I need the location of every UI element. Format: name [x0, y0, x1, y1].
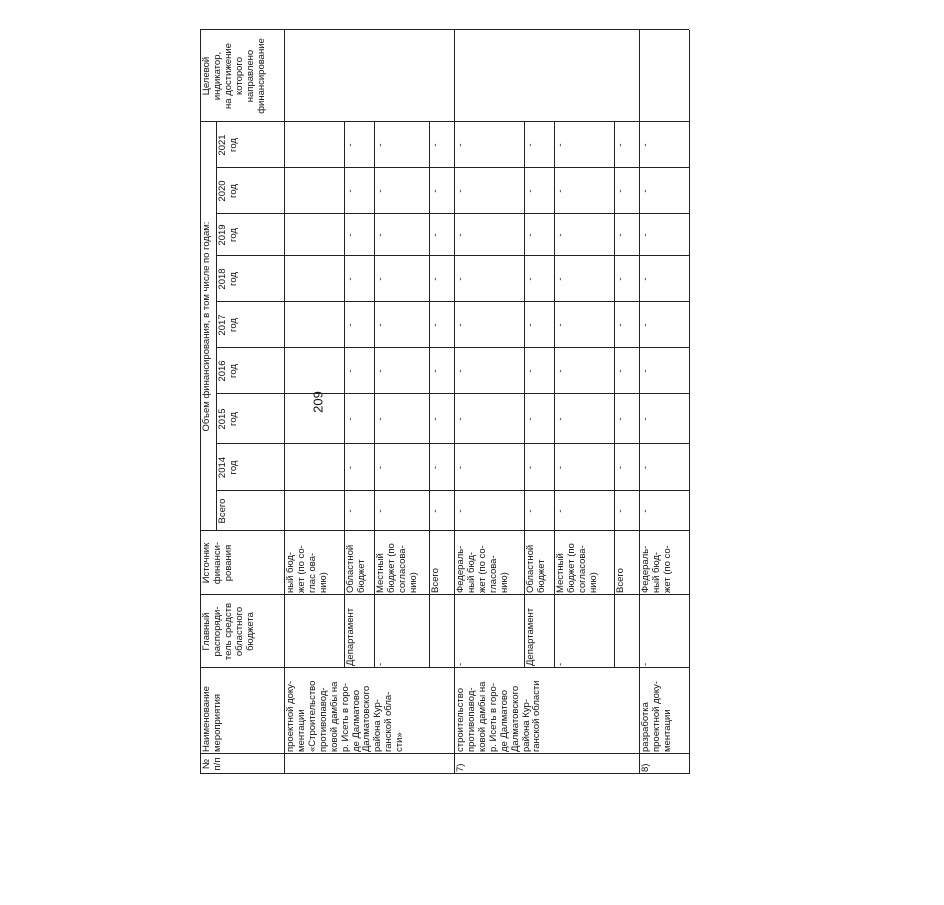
source-cell: Федераль- ный бюд- жет (по со-: [640, 545, 673, 593]
value-cell: -: [375, 417, 386, 421]
header-manager: Главный распоряди- тель средств областного бюджета: [201, 602, 256, 661]
value-cell: -: [375, 323, 386, 327]
value-cell: -: [430, 465, 441, 470]
manager-cell: Департамент: [345, 607, 356, 666]
header-year: 2017 год: [217, 314, 239, 336]
value-cell: -: [345, 233, 356, 237]
value-cell: -: [640, 369, 651, 373]
value-cell: [286, 396, 342, 442]
value-cell: -: [640, 509, 651, 513]
value-cell: [286, 216, 342, 254]
value-cell: [286, 493, 342, 529]
value-cell: -: [555, 277, 566, 281]
value-cell: -: [455, 233, 466, 237]
column-rule: [200, 530, 689, 531]
value-cell: -: [640, 323, 651, 327]
value-cell: -: [525, 465, 536, 470]
value-cell: -: [525, 189, 536, 193]
value-cell: -: [525, 143, 536, 147]
page-number: 209: [310, 391, 326, 413]
value-cell: -: [615, 465, 626, 470]
value-cell: -: [640, 277, 651, 281]
header-source: Источник финанси- рования: [201, 541, 234, 585]
header-year: 2016 год: [217, 360, 239, 382]
header-name: Наименование мероприятия: [201, 686, 223, 752]
value-cell: -: [455, 323, 466, 327]
measure-name: разработка проектной доку- ментации: [640, 680, 673, 752]
row-rule: [216, 122, 217, 531]
value-cell: -: [555, 189, 566, 193]
value-cell: -: [430, 417, 441, 421]
value-cell: -: [555, 509, 566, 513]
manager-cell: -: [455, 662, 466, 666]
manager-cell: [431, 597, 452, 666]
value-cell: -: [525, 233, 536, 237]
column-rule: [216, 213, 689, 214]
column-rule: [216, 167, 689, 168]
column-rule: [216, 255, 689, 256]
value-cell: -: [455, 465, 466, 470]
source-cell: Всего: [615, 568, 626, 593]
value-cell: -: [615, 417, 626, 421]
header-year: 2019 год: [217, 224, 239, 246]
value-cell: -: [430, 233, 441, 237]
value-cell: [286, 350, 342, 392]
column-rule: [216, 347, 689, 348]
value-cell: [286, 170, 342, 212]
value-cell: -: [375, 143, 386, 147]
value-cell: -: [430, 277, 441, 281]
row-number: 8): [640, 763, 651, 772]
financing-table: [200, 38, 944, 774]
value-cell: -: [615, 233, 626, 237]
header-volume: Объем финансирования, в том числе по годам:: [201, 221, 212, 432]
table-frame: [200, 30, 680, 774]
value-cell: -: [430, 323, 441, 327]
value-cell: -: [555, 465, 566, 470]
value-cell: -: [555, 323, 566, 327]
value-cell: -: [615, 189, 626, 193]
column-rule: [200, 29, 689, 30]
column-rule: [200, 753, 689, 754]
value-cell: -: [345, 323, 356, 327]
value-cell: [286, 446, 342, 489]
value-cell: -: [640, 465, 651, 470]
column-rule: [216, 301, 689, 302]
value-cell: -: [375, 369, 386, 373]
value-cell: -: [525, 323, 536, 327]
row-rule: [200, 30, 201, 774]
value-cell: -: [345, 369, 356, 373]
row-number: [286, 756, 452, 772]
manager-cell: [286, 597, 342, 666]
value-cell: [286, 258, 342, 300]
value-cell: -: [525, 277, 536, 281]
value-cell: -: [455, 417, 466, 421]
value-cell: -: [615, 143, 626, 147]
value-cell: -: [375, 233, 386, 237]
value-cell: -: [525, 417, 536, 421]
value-cell: -: [525, 369, 536, 373]
value-cell: -: [430, 143, 441, 147]
value-cell: -: [455, 189, 466, 193]
source-cell: Местный бюджет (по согласова- нию): [555, 543, 599, 593]
measure-name: проектной доку- ментации «Строительство противопавод- ковой дамбы на р. Исеть в горо- де Далматово Далматовского района Кур- ганской обла- сти»: [285, 680, 406, 752]
value-cell: -: [555, 233, 566, 237]
source-cell: Областной бюджет: [345, 544, 367, 593]
value-cell: [286, 124, 342, 166]
value-cell: -: [375, 465, 386, 470]
value-cell: -: [345, 143, 356, 147]
value-cell: -: [455, 277, 466, 281]
value-cell: -: [555, 369, 566, 373]
value-cell: -: [345, 465, 356, 470]
header-year: 2015 год: [217, 408, 239, 430]
row-number: 7): [455, 763, 466, 772]
column-rule: [216, 490, 689, 491]
value-cell: -: [640, 143, 651, 147]
value-cell: -: [430, 509, 441, 513]
value-cell: -: [455, 369, 466, 373]
source-cell: Федераль- ный бюд- жет (по со- гласова- нию): [455, 545, 510, 593]
row-rule: [284, 30, 285, 774]
value-cell: -: [375, 189, 386, 193]
manager-cell: -: [375, 662, 386, 666]
value-cell: -: [455, 143, 466, 147]
source-cell: ный бюд- жет (по со- глас ова- нию): [285, 545, 329, 593]
source-cell: Областной бюджет: [525, 544, 547, 593]
manager-cell: -: [555, 662, 566, 666]
manager-cell: -: [640, 662, 651, 666]
value-cell: -: [345, 509, 356, 513]
measure-name: строительство противопавод- ковой дамбы на р. Исеть в горо- де Далматово Далматовского района Кур- ганской области: [455, 680, 543, 752]
manager-cell: [616, 597, 637, 666]
value-cell: -: [345, 277, 356, 281]
value-cell: -: [345, 417, 356, 421]
row-rule: [689, 30, 690, 774]
column-rule: [216, 443, 689, 444]
header-total: Всего: [217, 498, 228, 524]
value-cell: -: [615, 277, 626, 281]
value-cell: -: [375, 509, 386, 513]
column-rule: [216, 393, 689, 394]
value-cell: -: [525, 509, 536, 513]
header-year: 2014 год: [217, 456, 239, 479]
header-year: 2021 год: [217, 134, 239, 156]
manager-cell: Департамент: [525, 607, 536, 666]
value-cell: -: [615, 509, 626, 513]
value-cell: -: [345, 189, 356, 193]
value-cell: -: [640, 233, 651, 237]
column-rule: [200, 773, 689, 774]
column-rule: [200, 594, 689, 595]
value-cell: -: [615, 369, 626, 373]
header-year: 2020 год: [217, 180, 239, 202]
source-cell: Местный бюджет (по согласова- нию): [375, 543, 419, 593]
header-target: Целевой индикатор, на достижение которого направлено финансирование: [201, 38, 267, 114]
source-cell: Всего: [430, 568, 441, 593]
value-cell: -: [555, 417, 566, 421]
value-cell: -: [455, 509, 466, 513]
value-cell: -: [615, 323, 626, 327]
header-num: № п/п: [201, 757, 223, 771]
value-cell: -: [555, 143, 566, 147]
value-cell: -: [430, 189, 441, 193]
value-cell: [286, 304, 342, 346]
column-rule: [200, 121, 689, 122]
value-cell: -: [640, 417, 651, 421]
value-cell: -: [640, 189, 651, 193]
value-cell: -: [430, 369, 441, 373]
header-year: 2018 год: [217, 268, 239, 290]
value-cell: -: [375, 277, 386, 281]
column-rule: [200, 667, 689, 668]
